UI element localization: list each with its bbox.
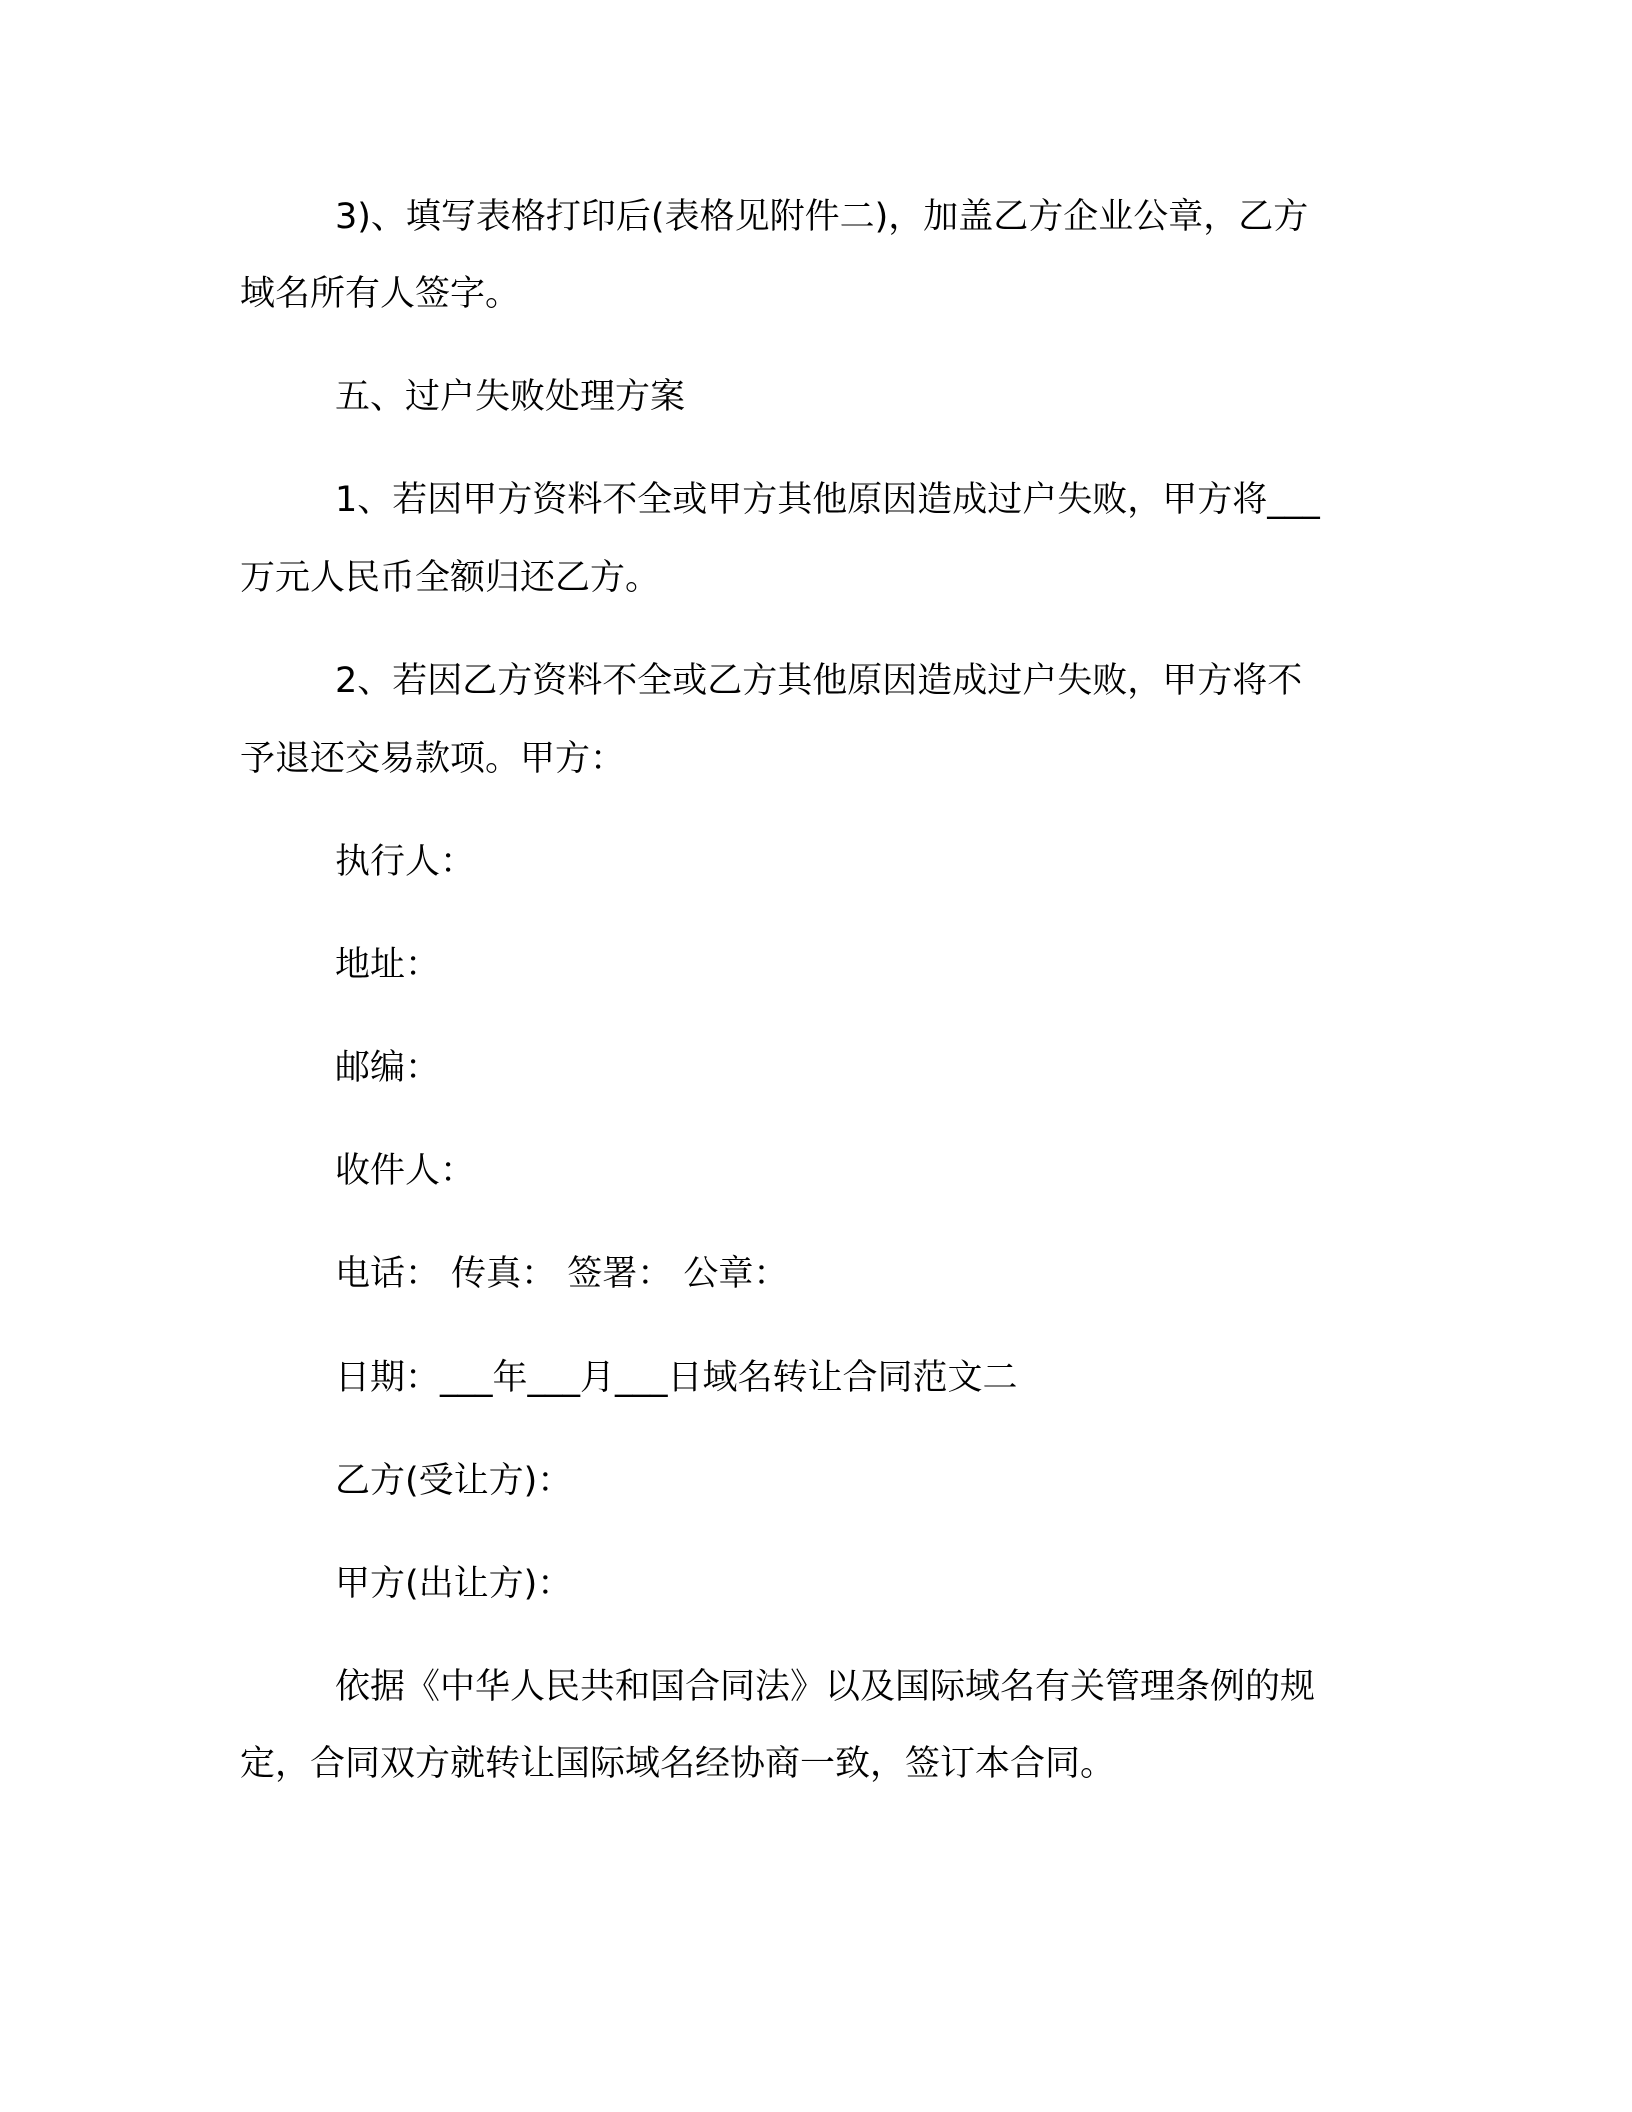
paragraph-line: 予退还交易款项。甲方：	[240, 739, 626, 779]
field-label-party-b: 乙方(受让方)：	[335, 1461, 573, 1501]
paragraph-line: 定，合同双方就转让国际域名经协商一致，签订本合同。	[240, 1744, 1116, 1784]
paragraph-line: 万元人民币全额归还乙方。	[240, 558, 661, 598]
paragraph-line: 3)、填写表格打印后(表格见附件二)，加盖乙方企业公章，乙方	[335, 197, 1309, 237]
field-label-address: 地址：	[335, 945, 441, 985]
paragraph-line: 1、若因甲方资料不全或甲方其他原因造成过户失败，甲方将___	[335, 480, 1320, 520]
field-label-contact: 电话： 传真： 签署： 公章：	[335, 1254, 789, 1294]
paragraph-line: 2、若因乙方资料不全或乙方其他原因造成过户失败，甲方将不	[335, 661, 1303, 701]
field-label-date: 日期：___年___月___日域名转让合同范文二	[335, 1358, 1018, 1398]
paragraph-line: 依据《中华人民共和国合同法》以及国际域名有关管理条例的规	[335, 1667, 1316, 1707]
paragraph-line: 域名所有人签字。	[240, 274, 521, 314]
field-label-party-a: 甲方(出让方)：	[335, 1564, 573, 1604]
section-heading: 五、过户失败处理方案	[335, 377, 686, 417]
field-label-executor: 执行人：	[335, 842, 476, 882]
field-label-postcode: 邮编：	[335, 1048, 441, 1088]
field-label-recipient: 收件人：	[335, 1151, 476, 1191]
